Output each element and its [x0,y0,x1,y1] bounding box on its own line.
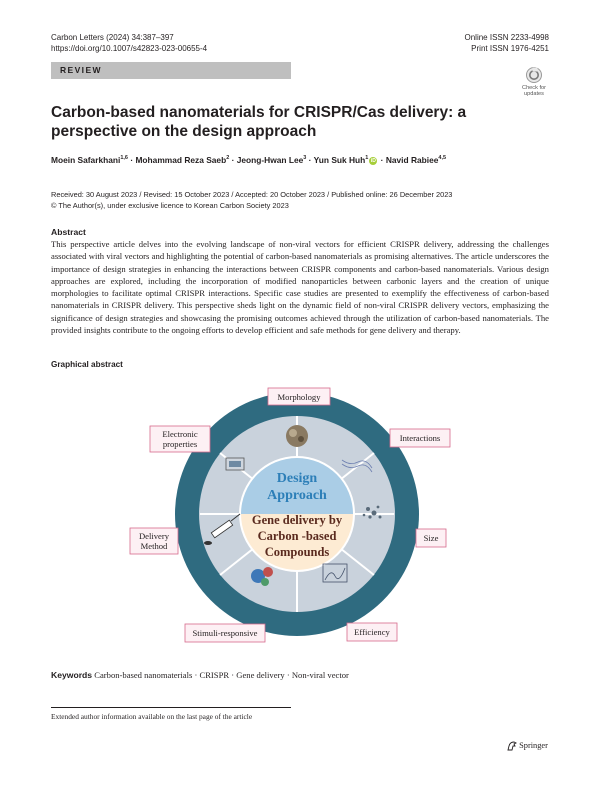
label-delivery-line1: Delivery [138,531,170,541]
graphical-abstract-heading: Graphical abstract [51,360,123,369]
label-delivery-method [130,528,178,554]
footnote-divider [51,707,291,708]
label-electronic-line1: Electronic [162,429,198,439]
carbon-based-text: Carbon -based [257,529,337,543]
online-issn: Online ISSN 2233-4998 [464,33,549,42]
label-delivery-line2: Method [140,541,168,551]
author-affiliation: 3 [303,155,307,162]
label-electronic-line2: properties [162,439,198,449]
author-name[interactable]: Moein Safarkhani [51,155,121,165]
author-affiliation: 1,6 [120,155,128,162]
morphology-illustration [286,425,308,447]
check-updates-line1: Check for [522,85,546,91]
publisher-name: Springer [519,741,548,750]
history-dates: Received: 30 August 2023 / Revised: 15 October 2023 / Accepted: 20 October 2023 / Published online: 26 December 2023 [51,190,453,199]
keywords-text: Carbon-based nanomaterials · CRISPR · Gene delivery · Non-viral vector [94,670,349,680]
journal-citation: Carbon Letters (2024) 34:387–397 [51,33,174,42]
copyright-line: © The Author(s), under exclusive licence to Korean Carbon Society 2023 [51,201,289,210]
label-morphology-text: Morphology [277,392,321,402]
author-name[interactable]: Yun Suk Huh [313,155,366,165]
label-size [416,529,446,547]
check-for-updates-badge[interactable] [518,66,550,96]
design-text: Design [276,471,318,486]
keywords-label: Keywords [51,670,93,680]
article-type-bar [51,62,291,79]
springer-horse-icon [506,741,517,751]
author-affiliation: 4,5 [438,155,447,162]
publication-dates [51,189,452,211]
gene-delivery-text: Gene delivery by [251,513,343,527]
label-interactions-text: Interactions [399,433,441,443]
author-name[interactable]: Navid Rabiee [385,155,439,165]
keywords-line [51,670,349,680]
label-interactions [390,429,450,447]
electronic-illustration [226,458,244,470]
doi-link[interactable]: https://doi.org/10.1007/s42823-023-00655-4 [51,44,208,53]
author-name[interactable]: Mohammad Reza Saeb [135,155,227,165]
compounds-text: Compounds [264,545,330,559]
author-affiliation: 1 [365,155,369,162]
label-electronic-properties [150,426,210,452]
label-efficiency-text: Efficiency [354,627,390,637]
orcid-icon[interactable]: iD [370,157,376,164]
check-updates-icon [518,66,550,96]
label-morphology [268,388,330,405]
abstract-text: This perspective article delves into the evolving landscape of non-viral vectors for efficient CRISPR delivery, addressing the challenges associated with viral vectors and highlighting the potential of carbon-based nanomaterials as promising alternatives. The article underscores the importance of design strategies in enhancing the interactions between CRISPR components and carbon-based nanomaterials. Various design approaches are explored, including the incorporation of modified nanoparticles between carbonic layers and the creation of unique morphologies to facilitate optimal CRISPR interactions. Specific case studies are presented to exemplify the effectiveness of carbon-based nanomaterials in CRISPR delivery. This perspective sheds light on the dynamic field of non-viral CRISPR delivery vectors, emphasizing the significance of design strategies and showcasing the promising outcomes achieved through the utilization of carbon-based nanomaterials. The provided insights contribute to the ongoing efforts to develop efficient and safe methods for gene delivery and therapy. [51,239,549,336]
label-efficiency [347,623,397,641]
label-stimuli-text: Stimuli-responsive [192,628,258,638]
graphical-abstract-figure [128,386,458,646]
publisher-logo [506,741,548,751]
author-affiliation: 2 [226,155,230,162]
abstract-heading: Abstract [51,227,86,237]
article-type-label: REVIEW [60,65,102,75]
approach-text: Approach [267,488,327,503]
label-stimuli [185,624,265,642]
footnote-text: Extended author information available on the last page of the article [51,712,253,721]
check-updates-line2: updates [524,91,544,96]
label-size-text: Size [423,533,439,543]
author-name[interactable]: Jeong-Hwan Lee [236,155,304,165]
article-title: Carbon-based nanomaterials for CRISPR/Cas delivery: a perspective on the design approach [51,104,467,140]
print-issn: Print ISSN 1976-4251 [471,44,549,53]
author-list: Moein Safarkhani$^{1,6}$ · Mohammad Reza Saeb$^2$ · Jeong-Hwan Lee$^3$ · Yun Suk Huh$^1$ iD · Navid Rabiee$^{4,5}$ [51,155,447,165]
